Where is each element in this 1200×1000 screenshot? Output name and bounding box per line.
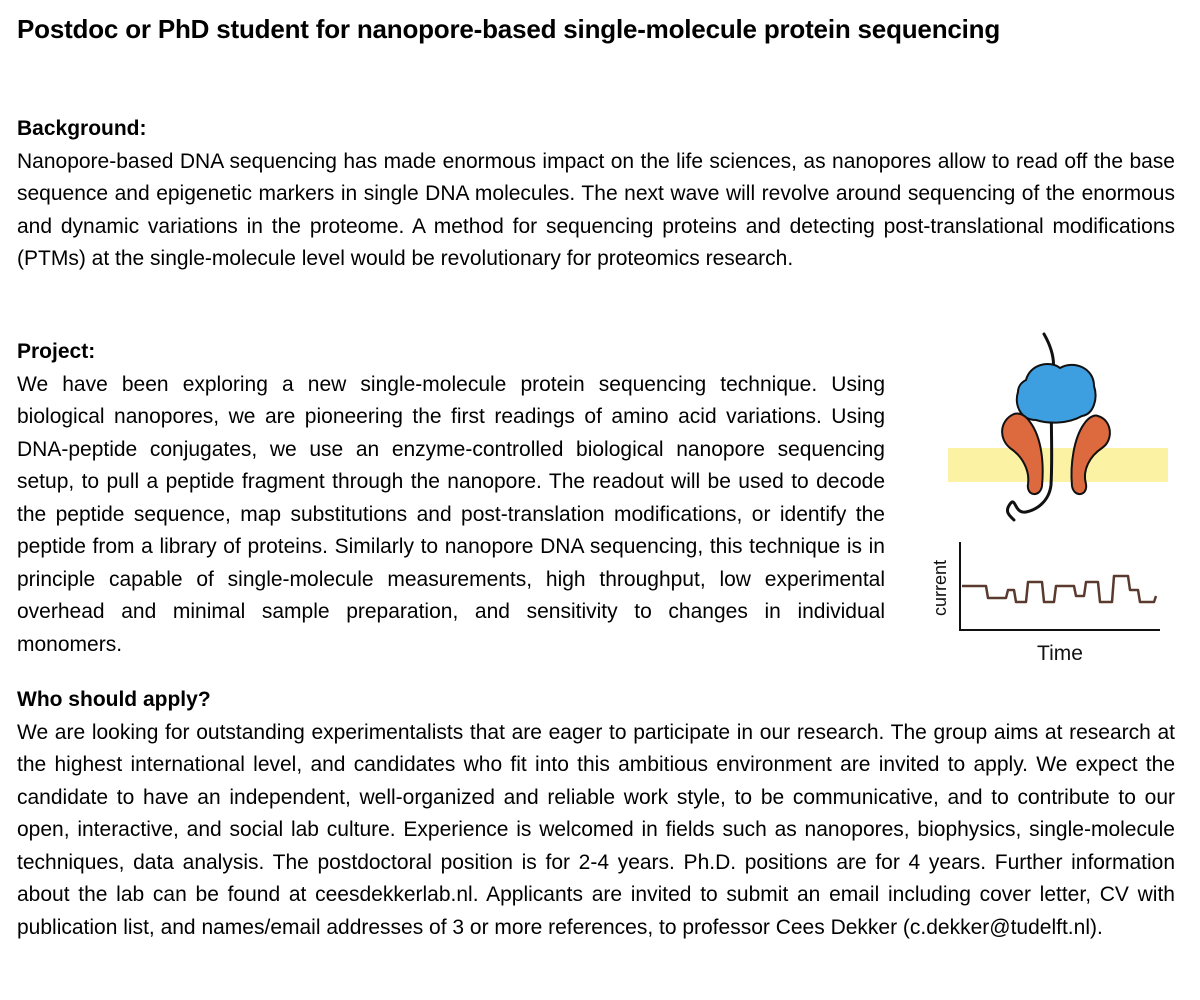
project-paragraph: We have been exploring a new single-molecule protein sequencing technique. Using biological nanopores, we are pioneering the first readings of amino acid variations. Using DNA-peptide conjugates, we use an enzyme-controlled biological nanopore sequencing setup, to pull a peptide fragment through the nanopore. The readout will be used to decode the peptide sequence, map substitutions and post-translation modifications, or identify the peptide from a library of proteins. Similarly to nanopore DNA sequencing, this technique is in principle capable of single-molecule measurements, high throughput, low experimental overhead and minimal sample preparation, and sensitivity to changes in individual monomers. — [17, 372, 885, 656]
apply-heading: Who should apply? — [17, 688, 211, 711]
background-paragraph: Nanopore-based DNA sequencing has made enormous impact on the life sciences, as nanopores allow to read off the base sequence and epigenetic markers in single DNA molecules. The next wave will revolve around sequencing of the enormous and dynamic variations in the proteome. A method for sequencing proteins and detecting post-translational modifications (PTMs) at the single-molecule level would be revolutionary for proteomics research. — [17, 149, 1175, 270]
nanopore-illustration — [918, 320, 1178, 670]
current-trace — [962, 576, 1156, 602]
y-axis-label: current — [930, 559, 950, 617]
enzyme-shape — [1017, 364, 1096, 423]
background-section — [17, 113, 1175, 276]
apply-paragraph: We are looking for outstanding experimentalists that are eager to participate in our research. The group aims at research at the highest international level, and candidates who fit into this ambitious environment are invited to apply. We expect the candidate to have an independent, well-organized and reliable work style, to be communicative, and to contribute to our open, interactive, and social lab culture. Experience is welcomed in fields such as nanopores, biophysics, single-molecule techniques, data analysis. The postdoctoral position is for 2-4 years. Ph.D. positions are for 4 years. Further information about the lab can be found at ceesdekkerlab.nl. Applicants are invited to submit an email including cover letter, CV with publication list, and names/email addresses of 3 or more references, to professor Cees Dekker (c.dekker@tudelft.nl). — [17, 720, 1175, 939]
membrane-band — [948, 448, 1168, 482]
project-section — [17, 336, 885, 661]
project-heading: Project: — [17, 340, 96, 363]
background-heading: Background: — [17, 117, 147, 140]
document-title: Postdoc or PhD student for nanopore-based single-molecule protein sequencing — [17, 14, 1001, 44]
nanopore-figure — [918, 320, 1178, 670]
x-axis-label: Time — [1037, 642, 1083, 665]
apply-section — [17, 684, 1175, 944]
